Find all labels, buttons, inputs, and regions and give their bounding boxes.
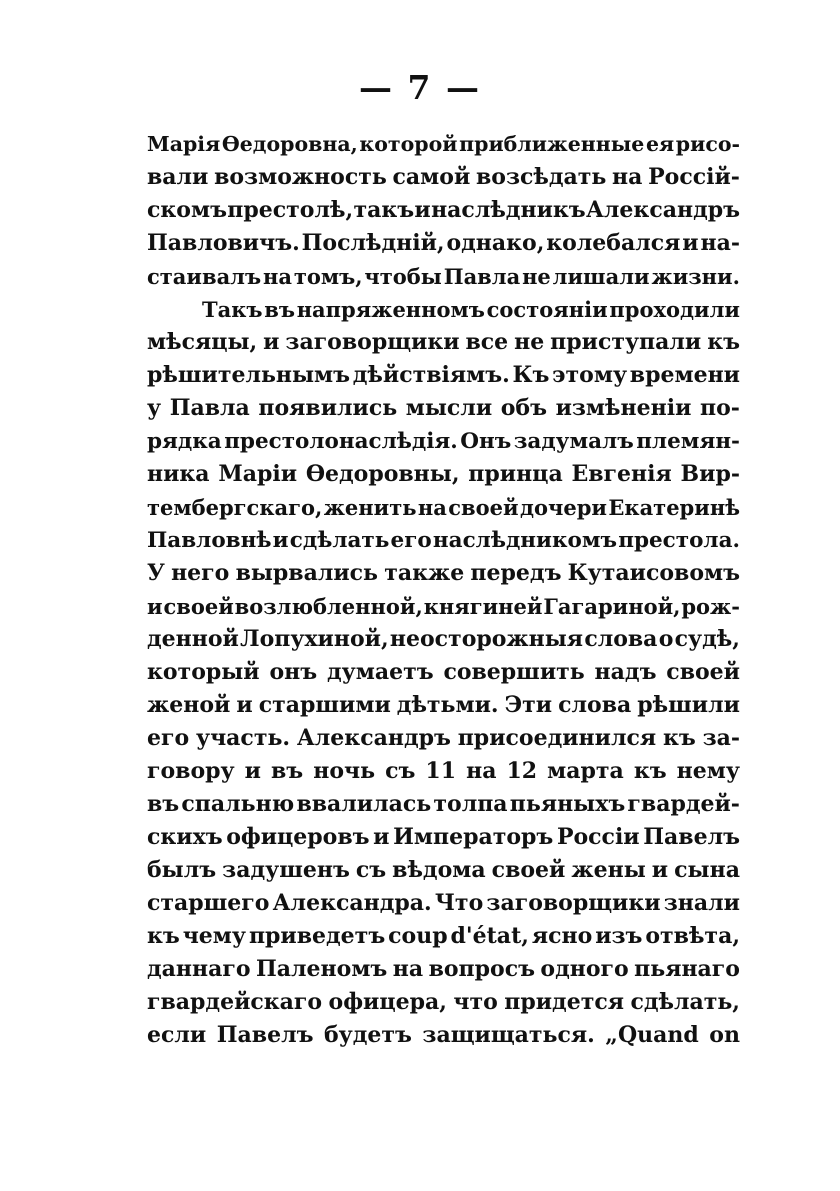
body-text: [147, 128, 740, 1052]
text-line: рѣшительнымъ дѣйствіямъ. Къ этому времени: [147, 362, 740, 388]
text-line: его участь. Александръ присоединился къ за-: [147, 725, 740, 751]
text-line: у Павла появились мысли объ измѣненіи по-: [147, 395, 740, 421]
text-line: гвардейскаго офицера, что придется сдѣлать,: [147, 989, 740, 1015]
text-line: Марія Өедоровна, которой приближенные ея рисо-: [147, 132, 740, 156]
text-line: У него вырвались также передъ Кутаисовомъ: [147, 560, 740, 586]
text-line: который онъ думаетъ совершить надъ своей: [147, 659, 740, 685]
text-line: вали возможность самой возсѣдать на Россій-: [147, 164, 740, 190]
text-line: стаивалъ на томъ, чтобы Павла не лишали жизни.: [147, 264, 740, 289]
text-line: и своей возлюбленной, княгиней Гагариной, рож-: [147, 594, 740, 619]
text-line: въ спальню ввалилась толпа пьяныхъ гвардей-: [147, 791, 740, 817]
text-line: скихъ офицеровъ и Императоръ Россіи Павелъ: [147, 824, 740, 850]
text-line: ника Маріи Өедоровны, принца Евгенія Вир-: [147, 461, 740, 487]
text-line: скомъ престолѣ, такъ и наслѣдникъ Александръ: [147, 197, 740, 223]
text-line: Такъ въ напряженномъ состояніи проходили: [202, 297, 740, 322]
text-line: мѣсяцы, и заговорщики все не приступали къ: [147, 329, 740, 355]
text-line: къ чему приведетъ coup d'état, ясно изъ отвѣта,: [147, 923, 740, 949]
text-line: Павловнѣ и сдѣлать его наслѣдникомъ престола.: [147, 528, 740, 553]
text-line: говору и въ ночь съ 11 на 12 марта къ нему: [147, 758, 740, 784]
text-line: рядка престолонаслѣдія. Онъ задумалъ племян-: [147, 429, 740, 454]
text-line: тембергскаго, женить на своей дочери Екатеринѣ: [147, 495, 740, 520]
text-line: денной Лопухиной, неосторожныя слова о судѣ,: [147, 626, 740, 652]
text-line: былъ задушенъ съ вѣдома своей жены и сына: [147, 857, 740, 883]
text-line: даннаго Паленомъ на вопросъ одного пьянаго: [147, 956, 740, 982]
text-line: старшего Александра. Что заговорщики знали: [147, 890, 740, 916]
page-number: — 7 —: [359, 68, 481, 107]
text-line: если Павелъ будетъ защищаться. „Quand on: [147, 1022, 740, 1048]
text-line: Павловичъ. Послѣдній, однако, колебался и на-: [147, 230, 740, 256]
text-line: женой и старшими дѣтьми. Эти слова рѣшили: [147, 692, 740, 718]
